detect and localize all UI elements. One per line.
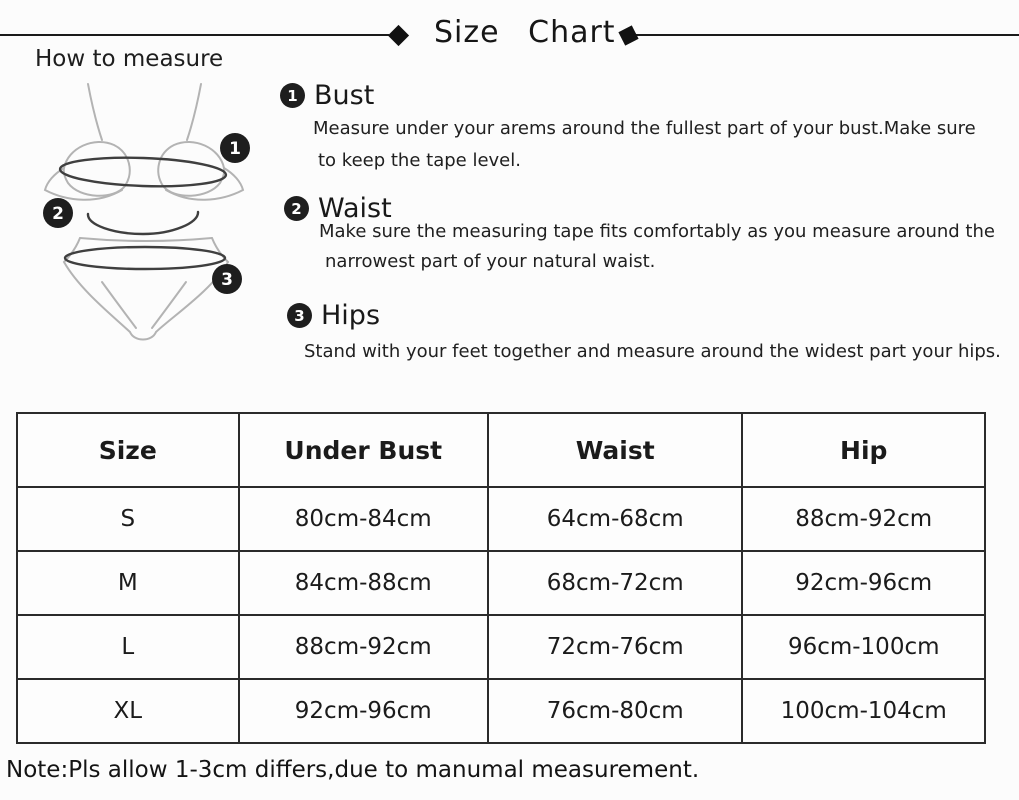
cell-hip: 100cm-104cm [742, 679, 985, 743]
bust-label: Bust [314, 80, 375, 111]
bra-strap-left-sketch [88, 84, 102, 140]
waist-number-badge: 2 [284, 196, 309, 221]
hip-tape-line [65, 247, 225, 269]
cell-bust: 84cm-88cm [239, 551, 489, 615]
table-row-xl [17, 679, 985, 743]
cell-size: L [17, 615, 239, 679]
hips-label: Hips [321, 300, 381, 331]
header-hip: Hip [742, 413, 985, 487]
bust-instruction-line2: to keep the tape level. [318, 150, 521, 171]
cell-size: M [17, 551, 239, 615]
waist-label: Waist [318, 193, 392, 224]
header-waist: Waist [488, 413, 742, 487]
bra-cup-left-sketch [64, 142, 130, 196]
size-table [16, 412, 986, 744]
cell-bust: 92cm-96cm [239, 679, 489, 743]
how-to-measure-heading: How to measure [35, 46, 224, 72]
header-rule-right [636, 34, 1019, 36]
cell-hip: 92cm-96cm [742, 551, 985, 615]
cell-hip: 88cm-92cm [742, 487, 985, 551]
marker-1-number: 1 [229, 139, 241, 159]
bust-instruction-line1: Measure under your arems around the fullest part of your bust.Make sure [313, 118, 976, 139]
waist-instruction-line1: Make sure the measuring tape fits comfortably as you measure around the [319, 221, 995, 242]
panty-top-sketch [80, 238, 212, 241]
cell-size: S [17, 487, 239, 551]
section-waist-heading [284, 193, 392, 224]
page-title: Size Chart [434, 15, 616, 50]
cell-waist: 64cm-68cm [488, 487, 742, 551]
section-bust-heading [280, 80, 374, 111]
hips-instruction-line1: Stand with your feet together and measure around the widest part your hips. [304, 341, 1001, 362]
measuring-illustration [18, 76, 268, 356]
cell-size: XL [17, 679, 239, 743]
cell-hip: 96cm-100cm [742, 615, 985, 679]
bust-number-badge: 1 [280, 83, 305, 108]
section-hips-heading [287, 300, 380, 331]
table-row-l [17, 615, 985, 679]
bra-strap-right-sketch [187, 84, 201, 140]
diamond-icon [618, 25, 638, 45]
waist-tape-line [88, 212, 198, 234]
cell-waist: 76cm-80cm [488, 679, 742, 743]
measurement-note: Note:Pls allow 1-3cm differs,due to manumal measurement. [6, 757, 700, 783]
cell-waist: 72cm-76cm [488, 615, 742, 679]
cell-bust: 80cm-84cm [239, 487, 489, 551]
waist-instruction-line2: narrowest part of your natural waist. [325, 251, 656, 272]
marker-3-number: 3 [221, 270, 233, 290]
marker-2-number: 2 [52, 204, 64, 224]
panty-outline-sketch [64, 238, 228, 340]
bust-tape-line [60, 155, 227, 189]
bra-cup-right-sketch [158, 142, 224, 196]
table-header-row [17, 413, 985, 487]
header-rule-left [0, 34, 389, 36]
header-size: Size [17, 413, 239, 487]
hips-number-badge: 3 [287, 303, 312, 328]
cell-bust: 88cm-92cm [239, 615, 489, 679]
diamond-icon [388, 25, 409, 46]
table-row-m [17, 551, 985, 615]
cell-waist: 68cm-72cm [488, 551, 742, 615]
header-under-bust: Under Bust [239, 413, 489, 487]
table-row-s [17, 487, 985, 551]
